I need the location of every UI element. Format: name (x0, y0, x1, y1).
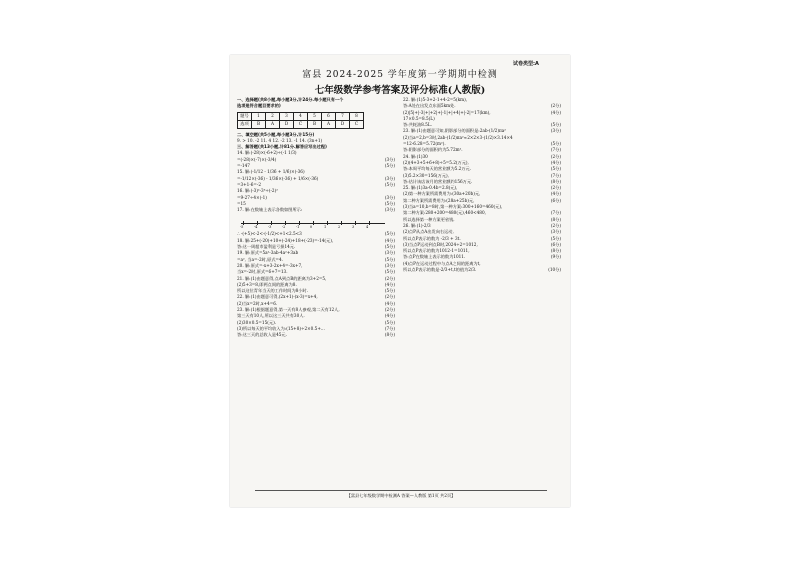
solution-text: 18. 解:25+(-20)+10+(-24)+18+(-23)=-14(元), (237, 237, 334, 243)
page-footer: 【富县七年级数学期中检测A 答案—人教版 第1页 共2页】 (255, 490, 547, 499)
table-cell-question: 3 (280, 112, 294, 120)
number-line-label: 3 (352, 225, 355, 230)
left-solution-lines (237, 150, 395, 338)
solution-text: 所以点P表示的数为1012-1=1011, (403, 248, 470, 254)
number-line-diagram (237, 215, 395, 229)
score-mark: (8分) (550, 178, 561, 184)
solution-text: 答:点P在数轴上表示的数为1011. (403, 254, 466, 260)
score-mark: (2分) (550, 153, 561, 159)
number-line-tick (327, 221, 328, 225)
solution-text: 23. 解:(1)根据题意得,第一天有8人参观,第二天有12人, (237, 307, 340, 313)
solution-text: (3)所以每天的平均收入为:(15+8)÷2×0.5+... (237, 325, 325, 331)
left-column (237, 97, 395, 339)
right-solution-lines (403, 97, 561, 273)
answer-key-title: 七年级数学参考答案及评分标准(人教版) (314, 85, 486, 96)
number-line-label: -2 (282, 225, 286, 230)
solution-text: 19. 解:原式=5a²-3ab-4a²+3ab (237, 250, 299, 256)
solution-text: 答:阴影部分的面积约为5.72m². (403, 147, 463, 153)
solution-text: (2)|5|+|-3|+|+2|+|-1|+|+4|+|-2|=17(km), (403, 109, 491, 115)
solution-text: =12-6.28=5.72(m²). (403, 141, 446, 147)
score-mark: (2分) (550, 185, 561, 191)
solution-text: 24. 解:(1)30 (403, 153, 428, 159)
table-cell-question: 7 (336, 112, 350, 120)
solution-text: 20. 解:原式=-x+3-2x+4=-3x+7, (237, 262, 303, 268)
table-cell-answer: B (252, 120, 266, 128)
solution-text: (3)当a=10,b=8时,第一种方案:300+160=460(元), (403, 204, 503, 210)
table-cell-answer: D (280, 120, 294, 128)
solution-line (237, 207, 395, 213)
solution-text: 26. 解:(1)-2/3 (403, 222, 431, 228)
score-mark: (2分) (550, 103, 561, 109)
number-line-label: -3 (268, 225, 272, 230)
score-mark: (3分) (550, 128, 561, 134)
solution-text: =(-28)×(-7)×(-3/4) (237, 156, 277, 162)
table-cell-answer: D (336, 120, 350, 128)
solution-text: 17. 解:在数轴上表示各数如图所示: (237, 207, 303, 213)
score-mark: (3分) (384, 250, 395, 256)
table-cell-question: 题号 (238, 112, 252, 120)
score-mark: (4分) (384, 237, 395, 243)
score-mark: (5分) (550, 166, 561, 172)
table-cell-answer: B (308, 120, 322, 128)
score-mark: (4分) (384, 313, 395, 319)
solution-text: 当x=-2时,原式=6+7=13. (237, 269, 288, 275)
score-mark: (5分) (384, 163, 395, 169)
score-mark: (3分) (384, 175, 395, 181)
score-mark: (5分) (550, 235, 561, 241)
number-line-tick (355, 221, 356, 225)
solution-line (237, 332, 395, 338)
score-mark: (7分) (550, 172, 561, 178)
solution-text: 第二种方案:280+200=480(元),460<480, (403, 210, 486, 216)
score-mark: (9分) (550, 254, 561, 260)
solution-text: 所以点P表示的数是-2/3+t,t的值为2/3. (403, 267, 477, 273)
table-row-question-numbers (238, 112, 364, 120)
table-cell-answer: C (294, 120, 308, 128)
score-mark: (8分) (550, 248, 561, 254)
score-mark: (4分) (550, 109, 561, 115)
solution-text: (2)当a=2,b=3时,2ab-(1/2)πa²≈2×2×3-(1/2)×3.14×4 (403, 134, 513, 140)
score-mark: (8分) (550, 216, 561, 222)
number-line-label: 0 (310, 225, 313, 230)
solution-text: (2)第一种方案所需费用为:(30a+20b)元, (403, 191, 481, 197)
solution-text: (2)(4+3+5+6+8)÷5=5.2(万元), (403, 159, 469, 165)
score-mark: (7分) (550, 147, 561, 153)
fill-blank-answers: 9. > 10. -2 11. 4 12. -2 13. -1 14. (3n+1) (237, 137, 323, 143)
number-line-tick (313, 221, 314, 225)
score-mark: (7分) (550, 210, 561, 216)
solution-line (403, 267, 561, 273)
score-mark: (8分) (384, 332, 395, 338)
solution-text: 25. 解:(1)3a-0.4b=2.8(元), (403, 185, 458, 191)
solution-text: =15 (237, 200, 246, 206)
solution-text: 16. 解:(-3)²-3³÷(-2)² (237, 188, 278, 194)
section1-heading: 一、选择题(共8小题,每小题3分,计24分.每小题只有一个 (237, 97, 344, 102)
number-line-label: -4 (254, 225, 258, 230)
score-mark: (5分) (384, 181, 395, 187)
score-mark: (7分) (384, 325, 395, 331)
solution-text: 答:本周平均每天的营业额为5.2万元. (403, 166, 472, 172)
score-mark: (5分) (550, 141, 561, 147)
solution-text: 答:估计该店该月的营业额约156万元. (403, 178, 473, 184)
solution-text: 答:A处在出发点东面5km处. (403, 103, 456, 109)
table-cell-answer: C (350, 120, 364, 128)
score-mark: (3分) (550, 229, 561, 235)
score-mark: (4分) (550, 159, 561, 165)
solution-text: 第三天有10人,所以这三天共有30人. (237, 313, 305, 319)
solution-text: 14. 解:(-28)×(-6+2)÷(-1 1/3) (237, 150, 297, 156)
solution-text: (3)当点P运动到点B时,2024÷2=1012, (403, 241, 478, 247)
score-mark: (2分) (384, 307, 395, 313)
score-mark: (4分) (384, 281, 395, 287)
score-mark: (4分) (550, 191, 561, 197)
solution-text: 15. 解:(-1/12 - 1/36 + 1/6)×(-36) (237, 169, 305, 175)
score-mark: (3分) (384, 156, 395, 162)
solution-text: =-1/12×(-36) - 1/36×(-36) + 1/6×(-36) (237, 175, 319, 181)
table-cell-answer: A (322, 120, 336, 128)
solution-text: (2)30×0.5=15(元). (237, 319, 277, 325)
solution-text: 22. 解:(1)由题意可得,(2x+1)-(x-3)=x+4, (237, 294, 318, 300)
table-cell-answer: A (266, 120, 280, 128)
score-mark: (5分) (384, 269, 395, 275)
number-line-tick (369, 221, 370, 225)
score-mark: (5分) (384, 288, 395, 294)
number-line-label: 2 (338, 225, 341, 230)
section3-heading: 三、解答题(共13小题,计81分.解答应写出过程) (237, 144, 327, 150)
right-column (403, 97, 561, 273)
solution-text: =a², 当a=-2时,原式=4. (237, 256, 284, 262)
number-line-label: 4 (366, 225, 369, 230)
solution-text: 22. 解:(1)5-3+2-1+4-2=5(km), (403, 97, 468, 102)
score-mark: (5分) (384, 200, 395, 206)
solution-text: (3)5.2×30=156(万元), (403, 172, 449, 178)
section2-heading: 二、填空题(共5小题,每小题3分,计15分) (237, 131, 315, 137)
solution-text: ∴ -(+5)<-2<-(-1/2)<+1<2.5<3 (237, 231, 302, 237)
score-mark: (3分) (384, 262, 395, 268)
table-row-answers (238, 120, 364, 128)
score-mark: (5分) (550, 122, 561, 128)
score-mark: (2分) (384, 275, 395, 281)
table-cell-question: 6 (322, 112, 336, 120)
solution-text: 23. 解:(1)由题意可知,阴影部分的面积是:2ab-(1/2)πa² (403, 128, 506, 134)
solution-text: 答:这三天的总收入是45元. (237, 332, 287, 338)
solution-text: 17×0.5=8.5(L) (403, 115, 435, 121)
table-cell-question: 5 (308, 112, 322, 120)
table-cell-question: 4 (294, 112, 308, 120)
table-cell-question: 8 (350, 112, 364, 120)
solution-text: 所以这位青年当天的工作时间为8小时. (237, 288, 308, 294)
solution-text: (2)当x=2时,x+4=6. (237, 300, 278, 306)
section1-heading-cont: 选项是符合题目要求的) (237, 103, 281, 109)
solution-text: 答:共耗油8.5L. (403, 122, 432, 128)
score-mark: (2分) (384, 294, 395, 300)
solution-text: 第二种方案所需费用为:(28a+25b)元, (403, 197, 475, 203)
number-line-label: -1 (296, 225, 300, 230)
score-mark: (5分) (384, 256, 395, 262)
score-mark: (5分) (384, 319, 395, 325)
score-mark: (3分) (384, 207, 395, 213)
table-cell-question: 1 (252, 112, 266, 120)
number-line-label: -5 (240, 225, 244, 230)
number-line-label: 1 (324, 225, 327, 230)
exam-title: 富县 2024-2025 学年度第一学期期中检测 (302, 70, 498, 80)
solution-text: 所以点P表示的数为 -2/3 + 3t. (403, 235, 461, 241)
score-mark: (4分) (384, 300, 395, 306)
score-mark: (2分) (550, 222, 561, 228)
solution-text: 所以选择第一种方案更省钱. (403, 216, 455, 222)
choice-answer-table (237, 112, 364, 129)
table-cell-question: 2 (266, 112, 280, 120)
solution-text: =9-27÷4×(-1) (237, 194, 267, 200)
solution-text: =-147 (237, 163, 250, 169)
score-mark: (5分) (384, 244, 395, 250)
score-mark: (6分) (550, 241, 561, 247)
solution-text: (4)点P在运动过程中与点A之间的距离为t, (403, 260, 481, 266)
table-cell-answer: 选项 (238, 120, 252, 128)
solution-text: 答:这一周超市盈利是亏损14元. (237, 244, 296, 250)
score-mark: (6分) (550, 197, 561, 203)
score-mark: (5分) (384, 231, 395, 237)
solution-text: 21. 解:(1)由题意得,点A到点B的距离为3+2=5, (237, 275, 327, 281)
solution-text: (2)5+3=8,即两点间的距离为8. (237, 281, 297, 287)
number-line-tick (341, 221, 342, 225)
score-mark: (3分) (384, 194, 395, 200)
paper-type-tag: 试卷类型:A (513, 61, 539, 67)
solution-text: (2)点P从点A出发向右运动, (403, 229, 454, 235)
score-mark: (10分) (548, 267, 561, 273)
solution-text: =3+1-6=-2 (237, 181, 262, 187)
